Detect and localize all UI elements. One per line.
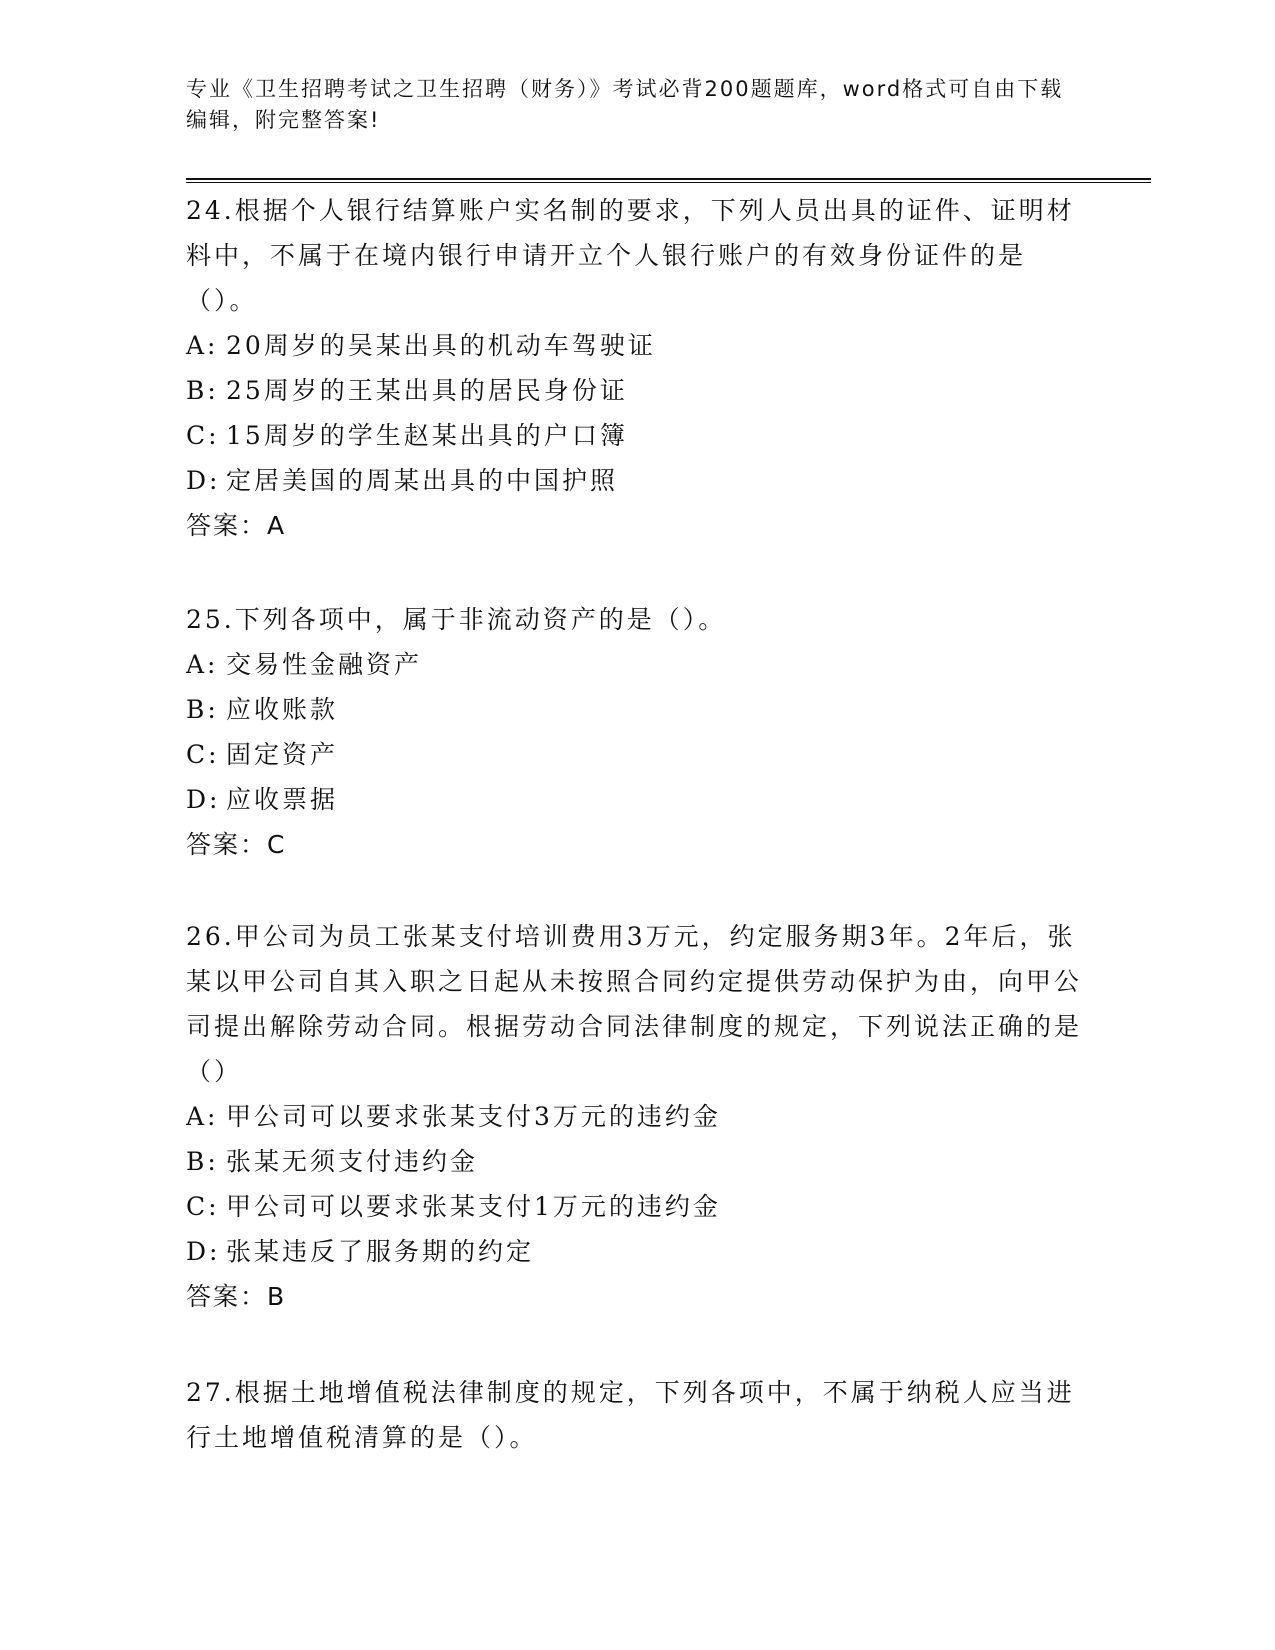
option-c [186,413,1086,458]
option-b [186,368,1086,413]
option-b [186,687,1086,732]
header-divider-thin [186,182,1151,183]
option-text: 应收账款 [226,695,339,724]
question-25 [186,597,1086,867]
question-stem: 27.根据土地增值税法律制度的规定，下列各项中，不属于纳税人应当进行土地增值税清算的是（）。 [186,1378,1075,1452]
option-text: 15周岁的学生赵某出具的户口簿 [226,421,628,450]
option-a [186,1094,1086,1139]
option-letter: D: [186,466,221,495]
option-a [186,642,1086,687]
option-letter: C: [186,740,220,769]
option-b [186,1139,1086,1184]
option-text: 张某无须支付违约金 [226,1147,479,1176]
header-divider-thick [186,178,1151,180]
option-letter: B: [186,695,219,724]
option-a [186,323,1086,368]
option-letter: C: [186,1192,220,1221]
option-d [186,458,1086,503]
option-text: 甲公司可以要求张某支付1万元的违约金 [226,1192,721,1221]
option-text: 25周岁的王某出具的居民身份证 [226,376,628,405]
option-text: 固定资产 [226,740,339,769]
option-text: 甲公司可以要求张某支付3万元的违约金 [226,1102,721,1131]
option-c [186,1184,1086,1229]
question-24 [186,188,1086,548]
option-letter: B: [186,1147,219,1176]
answer-label: 答案：A [186,511,287,540]
option-letter: B: [186,376,219,405]
option-text: 定居美国的周某出具的中国护照 [226,466,619,495]
document-header: 专业《卫生招聘考试之卫生招聘（财务）》考试必背200题题库，word格式可自由下载编辑，附完整答案! [186,77,1064,132]
question-stem: 24.根据个人银行结算账户实名制的要求，下列人员出具的证件、证明材料中，不属于在境内银行申请开立个人银行账户的有效身份证件的是（）。 [186,196,1075,315]
option-text: 应收票据 [226,785,339,814]
answer-label: 答案：B [186,1282,287,1311]
option-c [186,732,1086,777]
option-d [186,1229,1086,1274]
option-letter: A: [186,331,219,360]
option-text: 20周岁的吴某出具的机动车驾驶证 [226,331,656,360]
question-26 [186,914,1086,1319]
option-text: 张某违反了服务期的约定 [226,1237,535,1266]
option-letter: A: [186,650,219,679]
answer-label: 答案：C [186,830,287,859]
option-text: 交易性金融资产 [226,650,423,679]
question-stem: 25.下列各项中，属于非流动资产的是（）。 [186,605,727,634]
question-27 [186,1370,1086,1460]
option-d [186,777,1086,822]
question-stem: 26.甲公司为员工张某支付培训费用3万元，约定服务期3年。2年后，张某以甲公司自其入职之日起从未按照合同约定提供劳动保护为由，向甲公司提出解除劳动合同。根据劳动合同法律制度的规定，下列说法正确的是（） [186,922,1083,1086]
option-letter: D: [186,1237,221,1266]
option-letter: C: [186,421,220,450]
option-letter: A: [186,1102,219,1131]
option-letter: D: [186,785,221,814]
